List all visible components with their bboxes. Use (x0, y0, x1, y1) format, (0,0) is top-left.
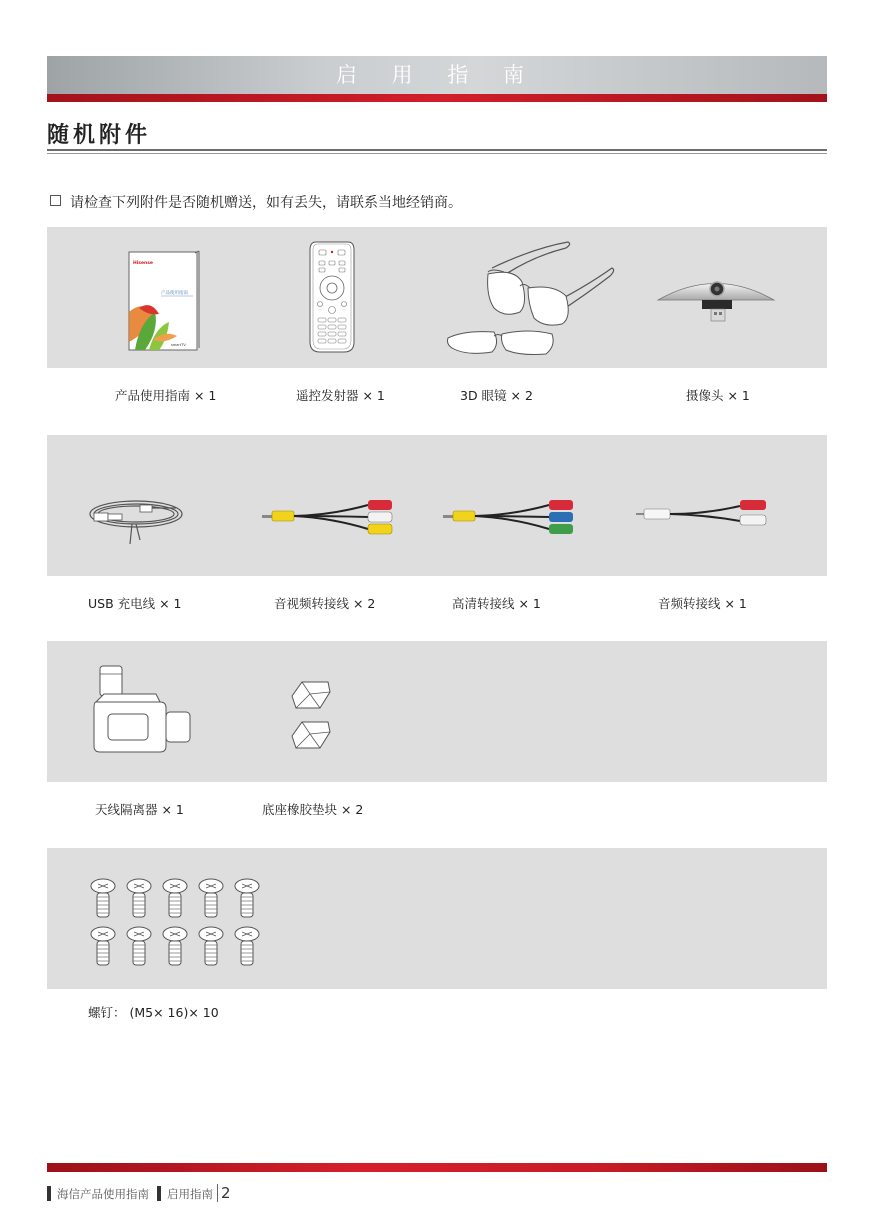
remote-icon (308, 240, 356, 358)
accessory-label: 螺钉： (M5× 16)× 10 (88, 1005, 219, 1020)
accessory-label: 天线隔离器 × 1 (95, 802, 184, 817)
av-cable-icon (262, 497, 402, 541)
glasses-icon (444, 238, 620, 362)
screw-icon (90, 878, 270, 976)
accessory-label: 产品使用指南 × 1 (115, 388, 217, 403)
manual-footer-text: smartTV (171, 343, 186, 347)
antenna-isolator-icon (92, 664, 194, 760)
intro-note (50, 192, 462, 212)
accessory-label: 音视频转接线 × 2 (274, 596, 376, 611)
manual-brand-text: Hisense (133, 261, 153, 266)
page-footer (47, 1184, 231, 1202)
accessory-label: 遥控发射器 × 1 (296, 388, 385, 403)
header-red-rule (47, 94, 827, 102)
footer-bar-icon (157, 1186, 161, 1201)
footer-bar-icon (47, 1186, 51, 1201)
accessory-label: 摄像头 × 1 (686, 388, 750, 403)
header-band (47, 56, 827, 94)
header-title: 启 用 指 南 (335, 63, 539, 87)
hd-cable-icon (443, 497, 583, 541)
camera-icon (656, 275, 776, 331)
rubber-pad-icon (290, 678, 334, 756)
usb-cable-icon (86, 494, 192, 554)
accessory-label: 3D 眼镜 × 2 (460, 388, 533, 403)
section-rule (47, 149, 827, 151)
manual-icon (125, 250, 201, 356)
accessory-label: 音频转接线 × 1 (658, 596, 747, 611)
section-title: 随机附件 (47, 122, 152, 148)
page-number: 2 (217, 1184, 231, 1202)
accessory-label: USB 充电线 × 1 (88, 596, 182, 611)
footer-section: 启用指南 (167, 1187, 213, 1201)
footer-doc-title: 海信产品使用指南 (57, 1187, 149, 1201)
section-rule-thin (47, 153, 827, 154)
accessory-label: 高清转接线 × 1 (452, 596, 541, 611)
accessory-label: 底座橡胶垫块 × 2 (262, 802, 364, 817)
checkbox-bullet-icon (50, 195, 61, 206)
manual-title-text: 产品使用指南 (161, 291, 188, 296)
footer-red-rule (47, 1163, 827, 1172)
audio-cable-icon (636, 497, 772, 537)
intro-text: 请检查下列附件是否随机赠送，如有丢失，请联系当地经销商。 (70, 195, 462, 211)
